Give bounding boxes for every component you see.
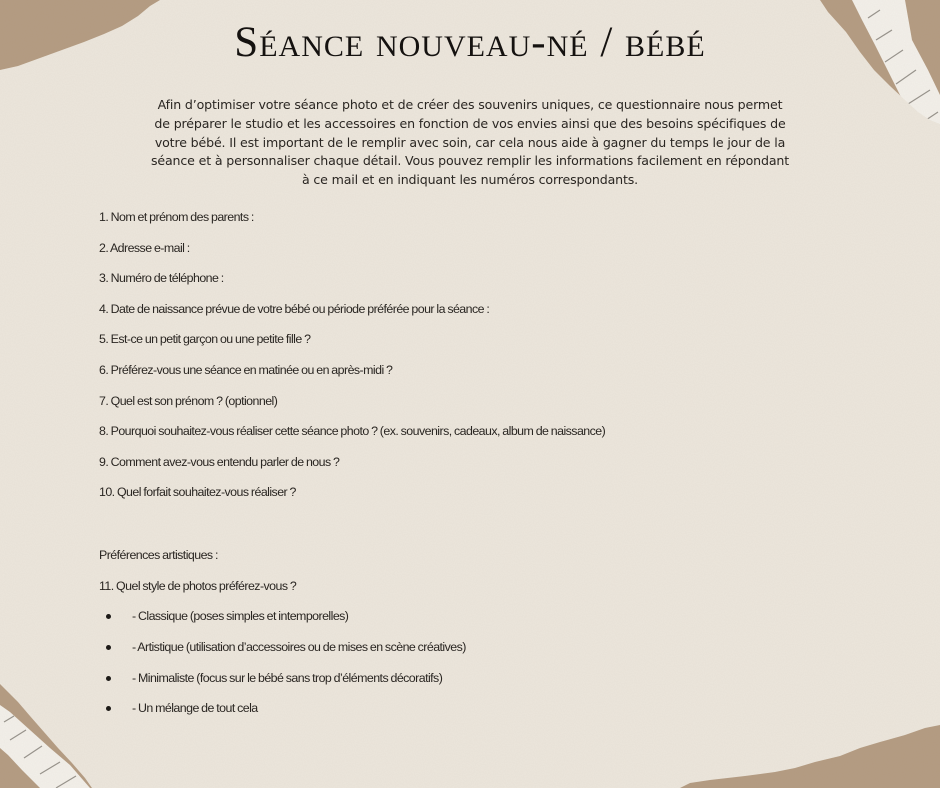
style-option-label: - Un mélange de tout cela <box>132 701 258 716</box>
question-item: 5. Est-ce un petit garçon ou une petite fille ? <box>99 332 311 347</box>
page-title: Séance nouveau-né / bébé <box>234 19 706 66</box>
style-option-label: - Classique (poses simples et intemporelles) <box>132 609 349 623</box>
question-item: 11. Quel style de photos préférez-vous ? <box>99 579 297 593</box>
question-item: 2. Adresse e-mail : <box>99 240 190 255</box>
bullet-icon <box>106 614 111 619</box>
bullet-icon <box>106 706 111 711</box>
question-item: 6. Préférez-vous une séance en matinée ou en après-midi ? <box>99 362 393 377</box>
bullet-icon <box>106 645 111 650</box>
section-heading-artistic: Préférences artistiques : <box>99 548 218 562</box>
question-item: 8. Pourquoi souhaitez-vous réaliser cette séance photo ? (ex. souvenirs, cadeaux, album de naissance) <box>99 424 606 439</box>
question-item: 3. Numéro de téléphone : <box>99 271 224 286</box>
bullet-icon <box>106 676 111 681</box>
question-item: 1. Nom et prénom des parents : <box>99 210 254 224</box>
question-item: 10. Quel forfait souhaitez-vous réaliser ? <box>99 485 296 500</box>
question-item: 9. Comment avez-vous entendu parler de nous ? <box>99 454 340 469</box>
style-option-label: - Minimaliste (focus sur le bébé sans trop d’éléments décoratifs) <box>132 670 443 685</box>
intro-paragraph: Afin d’optimiser votre séance photo et de créer des souvenirs uniques, ce questionnaire nous permet de préparer le studio et les accessoires en fonction de vos envies ainsi que des besoins spécifiques de votre bébé. Il est important de le remplir avec soin, car cela nous aide à gagner du temps le jour de la séance et à personnaliser chaque détail. Vous pouvez remplir les informations facilement en répondant à ce mail et en indiquant les numéros correspondants. <box>150 97 790 188</box>
question-item: 7. Quel est son prénom ? (optionnel) <box>99 393 278 408</box>
style-option-label: - Artistique (utilisation d’accessoires ou de mises en scène créatives) <box>132 639 466 654</box>
question-item: 4. Date de naissance prévue de votre bébé ou période préférée pour la séance : <box>99 301 490 316</box>
question-list <box>99 208 605 514</box>
